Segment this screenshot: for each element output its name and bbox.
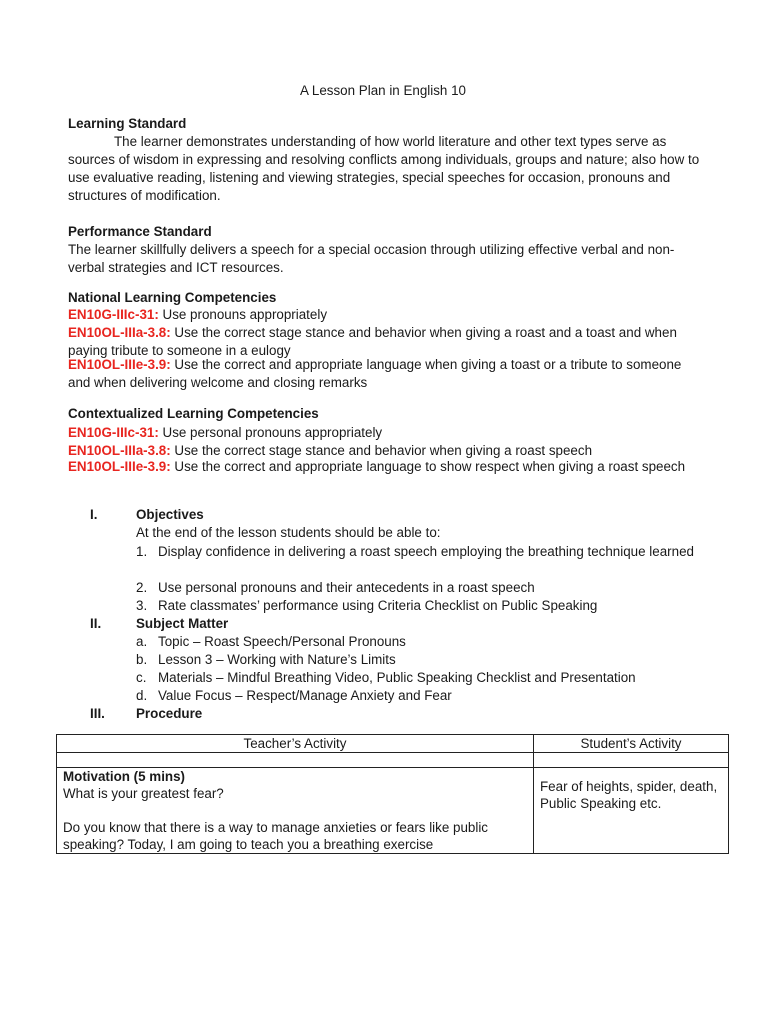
teacher-activity-cell bbox=[57, 768, 534, 854]
contextualized-competencies-heading: Contextualized Learning Competencies bbox=[68, 406, 319, 421]
procedure-numeral: III. bbox=[90, 706, 105, 721]
list-marker: 3. bbox=[136, 598, 148, 613]
objective-text: Display confidence in delivering a roast speech employing the breathing technique learned bbox=[158, 544, 694, 559]
national-competencies-heading: National Learning Competencies bbox=[68, 290, 277, 305]
table-spacer-row bbox=[57, 753, 729, 768]
objectives-intro: At the end of the lesson students should be able to: bbox=[136, 525, 441, 540]
objective-text: Rate classmates’ performance using Criteria Checklist on Public Speaking bbox=[158, 598, 598, 613]
teacher-activity-header: Teacher’s Activity bbox=[57, 735, 534, 753]
competency-code: EN10OL-IIIa-3.8: bbox=[68, 443, 171, 458]
list-marker: 1. bbox=[136, 544, 148, 559]
list-marker: c. bbox=[136, 670, 147, 685]
performance-standard-text: The learner skillfully delivers a speech for a special occasion through utilizing effective verbal and non-verbal strategies and ICT resources. bbox=[68, 242, 675, 275]
list-marker: a. bbox=[136, 634, 148, 649]
subject-matter-text: Topic – Roast Speech/Personal Pronouns bbox=[158, 634, 406, 649]
competency-code: EN10OL-IIIe-3.9: bbox=[68, 357, 171, 372]
table-header-row bbox=[57, 735, 729, 753]
procedure-table bbox=[56, 734, 729, 854]
learning-standard-text: The learner demonstrates understanding of how world literature and other text types serve as sources of wisdom in expressing and resolving conflicts among individuals, groups and nature; also how to use evaluative reading, listening and viewing strategies, special speeches for occasion, pronouns and structures of modification. bbox=[68, 134, 700, 203]
competency-code: EN10OL-IIIe-3.9: bbox=[68, 459, 171, 474]
objectives-heading: Objectives bbox=[136, 507, 204, 522]
competency-text: Use the correct and appropriate language when giving a toast or a tribute to someone and when delivering welcome and closing remarks bbox=[68, 357, 682, 390]
subject-matter-text: Value Focus – Respect/Manage Anxiety and Fear bbox=[158, 688, 452, 703]
subject-matter-text: Materials – Mindful Breathing Video, Public Speaking Checklist and Presentation bbox=[158, 670, 636, 685]
teacher-question: What is your greatest fear? bbox=[63, 786, 224, 801]
student-activity-header: Student’s Activity bbox=[534, 735, 729, 753]
competency-code: EN10OL-IIIa-3.8: bbox=[68, 325, 171, 340]
competency-code: EN10G-IIIc-31: bbox=[68, 307, 159, 322]
competency-item bbox=[68, 306, 704, 324]
learning-standard-heading: Learning Standard bbox=[68, 116, 187, 131]
competency-text: Use personal pronouns appropriately bbox=[158, 425, 383, 440]
student-activity-cell bbox=[534, 768, 729, 854]
competency-item bbox=[68, 356, 704, 392]
document-title: A Lesson Plan in English 10 bbox=[299, 83, 466, 98]
motivation-heading: Motivation (5 mins) bbox=[63, 769, 186, 784]
competency-text: Use pronouns appropriately bbox=[158, 307, 328, 322]
competency-item bbox=[68, 324, 704, 360]
table-cell-empty bbox=[57, 753, 534, 768]
subject-matter-text: Lesson 3 – Working with Nature’s Limits bbox=[158, 652, 396, 667]
competency-item bbox=[68, 458, 704, 476]
objective-text: Use personal pronouns and their antecedents in a roast speech bbox=[158, 580, 535, 595]
subject-matter-heading: Subject Matter bbox=[136, 616, 229, 631]
objectives-numeral: I. bbox=[90, 507, 98, 522]
competency-item bbox=[68, 424, 704, 442]
list-marker: b. bbox=[136, 652, 148, 667]
student-answer: Fear of heights, spider, death, Public Speaking etc. bbox=[540, 779, 718, 811]
table-cell-empty bbox=[534, 753, 729, 768]
competency-text: Use the correct and appropriate language to show respect when giving a roast speech bbox=[170, 459, 686, 474]
table-row bbox=[57, 768, 729, 854]
procedure-heading: Procedure bbox=[136, 706, 203, 721]
subject-matter-numeral: II. bbox=[90, 616, 102, 631]
competency-text: Use the correct stage stance and behavior when giving a roast speech bbox=[170, 443, 593, 458]
competency-text: Use the correct stage stance and behavior when giving a roast and a toast and when paying tribute to someone in a eulogy bbox=[68, 325, 677, 358]
list-marker: d. bbox=[136, 688, 148, 703]
performance-standard-heading: Performance Standard bbox=[68, 224, 212, 239]
list-marker: 2. bbox=[136, 580, 148, 595]
teacher-statement: Do you know that there is a way to manage anxieties or fears like public speaking? Today, I am going to teach you a breathing exercise bbox=[63, 820, 489, 852]
competency-code: EN10G-IIIc-31: bbox=[68, 425, 159, 440]
